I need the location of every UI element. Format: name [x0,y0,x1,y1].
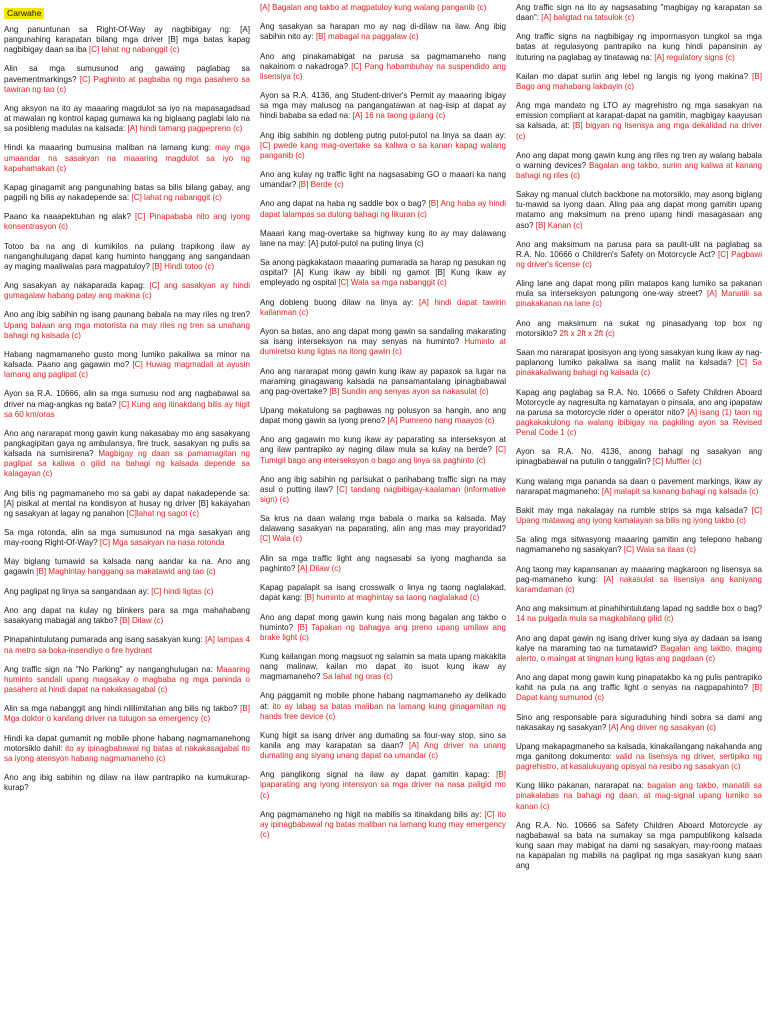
answer-text: [B] huminto at maghintay sa taong naglalakad (c) [304,593,480,603]
quiz-item [260,731,506,761]
quiz-item [4,734,250,764]
question-text: Bakit may mga nakalagay na rumble strips sa mga kalsada? [516,506,748,515]
answer-text: [A] malapit sa kanang bahagi ng kalsada (c) [601,486,759,496]
question-text: Ano ang dapat gawin ng isang driver kung siya ay dadaan sa isang kalye na maraming tao na tumatawid? [516,633,762,653]
answer-text: [C] Wala sa itaas (c) [623,545,696,555]
question-text: Habang nagmamaneho gusto mong lumiko pakaliwa sa minor na kalsada. Paano ang gagawin mo? [4,349,250,370]
quiz-item [516,477,762,497]
quiz-item [260,554,506,574]
answer-text: [A] Ang driver ng sasakyan (c) [608,722,716,732]
quiz-item [516,821,762,871]
question-text: Ang pagmamaneho ng higit na mabilis sa itinakdang bilis ay: [260,809,482,819]
answer-text: [C] ang sasakyan ay hindi gumagalaw habang patay ang makina (c) [4,281,250,301]
quiz-item [4,587,250,597]
quiz-item [4,104,250,134]
document-title: Carwahe [4,8,44,19]
question-text: Ano ang ibig sabihin ng isang paunang babala na may riles ng tren? [4,310,250,320]
quiz-item [260,406,506,426]
quiz-item [4,665,250,695]
answer-text: [A] hindi dapat tawirin kailanman (c) [260,297,506,317]
quiz-item [4,429,250,479]
question-text: Sa anong pagkakataon maaaring pumarada sa harap ng pasukan ng ospital? [A] Kung ikaw ay bibili ng gamot [B] Kung ikaw ay empleyado ng ospital [260,258,506,288]
answer-text: 14 na pulgada mula sa magkabilang gilid (c) [516,614,674,624]
column-3 [516,3,762,1024]
answer-text: [B] Sundin ang senyas ayon sa nakasulat (c) [329,386,489,396]
question-text: Ano ang pinakamabigat na parusa sa pagmamaneho nang nakainom o nakadroga? [260,51,506,71]
question-text: Kung liliko pakanan, nararapat na: [516,781,644,791]
quiz-item [516,190,762,230]
answer-text: 2ft x 2ft x 2ft (c) [559,328,615,338]
quiz-item [4,557,250,577]
answer-text: Magbigay ng daan sa pamamagitan ng paglipat sa kaliwa o gilid na bahagi ng kalsada depende sa kalagayan (c) [4,449,250,479]
quiz-item [260,583,506,603]
answer-text: Sa lahat ng oras (c) [322,672,393,682]
question-text: Sa krus na daan walang mga babala o marka sa kalsada. May dalawang sasakyan na paparating, alin ang mas may prayoridad? [260,514,506,534]
question-text: Kapag ang paglabag sa R.A. No. 10666 o Safety Children Aboard Motorcycle ay nagresulta ng kamatayan o pinsala, ano ang ipapataw na parusa sa motorcycle rider o operator nito? [516,387,762,417]
quiz-item [516,72,762,92]
question-text: Upang makatulong sa pagbawas ng polusyon sa hangin, ano ang dapat mong gawin sa iyong preno? [260,405,506,426]
question-text: Aling lane ang dapat mong pilin matapos kang lumiko sa pakanan mula sa interseksyon patungong one-way street? [516,279,762,299]
question-text: Ayon sa R.A. 4136, ang Student-driver's Permit ay maaaring ibigay sa mga may malusog na pangangatawan at nag-iisip at dapat ay hindi bababa sa edad na: [260,91,506,121]
quiz-item [4,310,250,340]
question-text: Ano ang maksimum na parusa para sa paulit-ulit na paglabag sa R.A. No. 10666 o Children's Safety on Motorcycle Act? [516,239,762,259]
answer-text: [C] Sa pinakakaliwang bahagi ng kalsada (c) [516,358,762,378]
quiz-item [516,240,762,270]
question-text: Kung walang mga pananda sa daan o pavement markings, ikaw ay nararapat magmaneho: [516,476,762,496]
answer-text: Upang balaan ang mga motorista na may riles ng tren sa unahang bahagi ng kalsada (c) [4,320,250,340]
answer-text: [C] Mga sasakyan na nasa rotonda [99,538,225,548]
quiz-item [260,22,506,42]
quiz-item [260,131,506,161]
quiz-item [4,389,250,419]
answer-text: [A] Ang driver na unang dumating ang siyang unang dapat na umandar (c) [260,741,506,761]
quiz-item [4,212,250,232]
question-text: Paano ka naaapektuhan ng alak? [4,212,132,222]
answer-text: [A] hindi tamang pagpepreno (c) [127,124,243,134]
quiz-item [260,229,506,249]
question-text: Ano ang kulay ng traffic light na nagsasabing GO o maaari ka nang umandar? [260,170,506,190]
column-2 [260,3,506,1024]
answer-text: [A] regulatory signs (c) [654,52,735,62]
quiz-item [516,604,762,624]
quiz-item [260,199,506,219]
quiz-item [4,242,250,272]
answer-text: [C] Wala sa mga nabanggit (c) [338,278,447,288]
answer-text: [B] Mga doktor o kanilang driver na tutugon sa emergency (c) [4,704,250,724]
question-text: Ang panglikong signal na ilaw ay dapat gamitin kapag: [260,770,490,780]
answer-text: [C] Pang habambuhay na suspendido ang lisensiya (c) [260,61,506,81]
answer-text: bagalan ang takbo, manatili sa pinakalabas na bahagi ng daan, at mag-signal upang lumiko sa kanan (c) [516,781,762,811]
answer-text: [C] Wala (c) [260,534,303,544]
answer-text: Bagalan ang takbo, suriin ang kaliwa at kanang bahagi ng riles (c) [516,160,762,180]
question-text: Ano ang gagawin mo kung ikaw ay paparating sa interseksyon at ang ilaw pantrapiko ay naging dilaw mula sa kulay na berde? [260,435,506,455]
question-text: May biglang tumawid sa kalsada nang aandar ka na. Ano ang gagawin [4,557,250,577]
quiz-item [260,770,506,800]
answer-text: [C] Muffler (c) [652,457,702,467]
answer-text: [C] Tumigil bago ang interseksyon o bago ang linya sa paghinto (c) [260,445,506,465]
column-1 [4,3,250,1024]
question-text: Kapag ginagamit ang pangunahing batas sa bilis bilang gabay, ang pagpili ng bilis ay nakadepende sa: [4,182,250,202]
answer-text: [B] Maghintay hanggang sa makatawid ang tao (c) [36,567,216,577]
quiz-item [4,350,250,380]
answer-text: valid na lisensya ng driver, sertipiko ng pagrehistro, at kasalukuyang opisyal na resibo ng sasakyan (c) [516,752,762,772]
question-text: Ano ang maksimum na sukat ng pinasadyang top box ng motorsiklo? [516,318,762,338]
quiz-item [516,101,762,141]
quiz-item [4,489,250,519]
quiz-item [4,635,250,655]
answer-text: [A] Dilaw (c) [297,563,341,573]
question-text: Alin sa mga traffic light ang nagsasabi sa iyong maghanda sa paghinto? [260,553,506,573]
question-text: Sino ang responsable para siguraduhing hindi sobra sa dami ang nakasakay ng sasakyan? [516,712,762,732]
question-text: Ano ang nararapat mong gawin kung nakasabay mo ang sasakyang pangkagipitan gaya ng ambulansya, fire truck, sasakyan ng pulis sa kalsada na sumisirena? [4,428,250,459]
answer-text: [B] Bago ang mahabang lakbayin (c) [516,71,762,91]
question-text: Sa aling mga sitwasyong maaaring gamitin ang telepono habang nagmamaneho ng sasakyan? [516,535,762,555]
question-text: Ang panuntunan sa Right-Of-Way ay nagbibigay ng: [A] pangunahing karapatan bilang mga driver [B] mga batas kapag nagbibigay daan sa iba [4,25,250,55]
answer-text: [A] Pumreno nang maayos (c) [387,416,495,426]
quiz-item [516,388,762,438]
quiz-item [4,183,250,203]
quiz-item [516,742,762,772]
quiz-item [260,514,506,544]
question-text: Sa mga rotonda, alin sa mga sumusunod na mga sasakyan ang may-roong Right-Of-Way? [4,528,250,548]
quiz-item [516,348,762,378]
question-text: Ang paggamit ng mobile phone habang nagmamaneho ay delikado at: [260,691,506,711]
quiz-item [260,613,506,643]
quiz-item [260,52,506,82]
quiz-item [260,258,506,288]
question-text: Ano ang nararapat mong gawin kung ikaw ay papasok sa lugar na maraming ginagawang kalsada na pansamantalang ipinagbabawal ang pag-overtake? [260,366,506,396]
answer-text: [C] tandang nagbibigay-kaalaman (informative sign) (c) [260,484,506,504]
answer-text: Maaaring huminto sandali upang magsakay o magbaba ng mga paninda o pasahero at hindi dapat na nakakasagabal (c) [4,664,250,694]
quiz-item [260,327,506,357]
question-text: Saan mo nararapat iposisyon ang iyong sasakyan kung ikaw ay nag-paplanong lumiko pakaliwa sa isang maliit na kalsada? [516,348,762,368]
quiz-item [4,704,250,724]
answer-text: [C] Huwag magmadali at ayusin lamang ang paglipat (c) [4,360,250,380]
answer-text: [B] Kanan (c) [535,220,583,230]
quiz-item [260,367,506,397]
quiz-item [4,773,250,793]
question-text: Ang bilis ng pagmamaneho mo sa gabi ay dapat nakadepende sa: [A] pisikal at mental na kondisyon at husay ng driver [B] kakayahan ng sasakyan at lagay ng panahon [4,488,250,518]
quiz-item [260,435,506,465]
answer-text: [C] pwede kang mag-overtake sa kaliwa o sa kanan kapag walang panganib (c) [260,140,506,160]
question-text: Totoo ba na ang di kumikilos na pulang trapikong ilaw ay nanganghulugang dapat kang huminto hanggang ang sangandaan ay maging maaliwalas para magpatuloy? [4,241,250,271]
quiz-item [260,691,506,721]
question-text: Ang R.A. No. 10666 sa Safety Children Aboard Motorcycle ay nagbabawal sa bata na sumakay sa mga pampublikong kalsada kung saan may mabigat na dami ng sasakyan, may-roong mataas na kapapalan ng mabilis na paglipat ng mga sasakyan kung saan ang [516,820,762,871]
answer-text: [A] baligtad na tatsulok (c) [541,13,635,23]
question-text: Ang paglipat ng linya sa sangandaan ay: [4,586,149,596]
answer-text: [B] bigyan ng lisensya ang mga dekalidad na driver (c) [516,121,762,141]
question-text: Ang traffic sign na ito ay nagsasabing "magbigay ng karapatan sa daan": [516,3,762,23]
question-text: Ayon sa batas, ano ang dapat mong gawin sa sandaling makarating sa isang interseksyon na may senyas na huminto? [260,327,506,347]
quiz-item [4,25,250,55]
quiz-item [4,528,250,548]
question-text: Kung kailangan mong magsuot ng salamin sa mata upang makakita nang malinaw, kailan mo dapat ito isuot kung ikaw ay magmamaneho? [260,651,506,682]
question-text: Upang makapagmaneho sa kalsada, kinakailangang nakahanda ang mga ganitong dokumento: [516,741,762,761]
quiz-item [4,64,250,94]
quiz-item [516,634,762,664]
quiz-item [516,447,762,467]
answer-text: [C] Upang matawag ang iyong kamalayan sa bilis ng iyong takbo (c) [516,506,762,526]
quiz-item [516,506,762,526]
question-text: Hindi ka dapat gumamit ng mobile phone habang nagmamanehong motorsiklo dahil: [4,733,250,753]
answer-text: [C] Kung ang itinakdang bilis ay higit sa 60 km/oras [4,399,250,419]
quiz-item [516,781,762,811]
quiz-item [4,143,250,173]
quiz-item [516,713,762,733]
quiz-item [516,151,762,181]
quiz-item [260,3,506,13]
answer-text: ito ay ipinagbabawal ng batas at nakakasagabal ito sa iyong atensyon habang nagmamaneho (c) [4,743,250,763]
question-text: Ano ang dapat mong gawin kung ang riles ng tren ay walang babala o warning devices? [516,150,762,170]
quiz-item [260,652,506,682]
answer-text: [A] Manatili sa pinakakanan na lane (c) [516,289,762,309]
question-text: Sakay ng manual clutch backbone na motorsiklo, may asong biglang tu-mawid sa iyong daan. Aling paa ang dapat mong gamitin upang matamo ang maksimum na preno upang hindi masagasaan ang aso? [516,190,762,230]
question-text: Kung higit sa isang driver ang dumating sa four-way stop, sino sa kanila ang may karapatan sa daan? [260,730,506,750]
question-text: Ang aksyon na ito ay maaaring magdulot sa iyo na mapasagadsad at mawalan ng kontrol kapag gumawa ka ng biglaang paglabi lalo na sa posibleng madulas na kalsada: [4,103,250,134]
quiz-item [516,32,762,62]
answer-text: [B] Berde (c) [298,180,344,190]
answer-text: [B] Hindi totoo (c) [152,261,215,271]
answer-text: [C] lahat ng nabanggit (c) [131,192,222,202]
answer-text: [C] hindi ligtas (c) [151,586,214,596]
answer-text: Huminto at dumiretso kung ligtas na itong gawin (c) [260,337,506,357]
quiz-item [516,673,762,703]
question-text: Alin sa mga nabanggit ang hindi nililimitahan ang bilis ng takbo? [4,704,238,714]
answer-text: [B] Dilaw (c) [119,616,164,626]
question-text: Ayon sa R.A. No. 4136, anong bahagi ng sasakyan ang ipinagbabawal na putulin o tanggalin? [516,447,762,467]
question-text: Ano ang ibig sabihin ng dilaw na ilaw pantrapiko na kumukurap-kurap? [4,773,250,793]
question-text: Pinapahintulutang pumarada ang isang sasakyan kung: [4,635,203,645]
question-text: Ang taong may kapansanan ay maaaring magkaroon ng lisensya sa pag-mamaneho kung: [516,564,762,584]
answer-text: [B] Ang haba ay hindi dapat lalampas sa dulong bahagi ng likuran (c) [260,199,506,219]
question-text: Ano ang dapat na haba ng saddle box o bag? [260,199,426,209]
answer-text: [C]lahat ng sagot (c) [126,508,200,518]
quiz-item [4,281,250,301]
question-text: Ayon sa R.A. 10666, alin sa mga sumusu nod ang nagbabawal sa driver na mag-angkas ng bata? [4,389,250,409]
answer-text: [C] lahat ng nabanggit (c) [89,45,180,55]
question-text: Ano ang ibig sabihin ng parisukat o parihabang traffic sign na may asul o putting ilaw? [260,474,506,494]
question-text: Maaari kang mag-overtake sa highway kung ito ay may dalawang lane na may: [A] putol-putol na puting linya (c) [260,228,506,248]
quiz-item [516,279,762,309]
question-text: Ano ang maksimum at pinahihintulutang lapad ng saddle box o bag? [516,604,762,614]
quiz-item [260,170,506,190]
quiz-item [260,91,506,121]
question-text: Ang ibig sabihin ng dobleng putng putol-putol na linya sa daan ay: [260,130,506,140]
answer-text: [C] Paghinto at pagbaba ng mga pasahero sa tawiran ng tao (c) [4,74,250,94]
quiz-item [260,475,506,505]
answer-text: [B] Tapakan ng bahagya ang preno upang umilaw ang brake light (c) [260,622,506,642]
question-text: Ano ang dapat mong gawin kung nais mong bagalan ang takbo o huminto? [260,612,506,632]
answer-text: ito ay labag sa batas maliban na lamang kung ginagamitan ng hands free device (c) [260,701,506,721]
question-text: Alin sa mga sumusunod ang gawaing paglabag sa pavementmarkings? [4,64,250,84]
answer-text: [A] 16 na taong gulang (c) [352,111,446,121]
answer-text: [B] ipaparating ang iyong intensyon sa mga driver na nasa paligid mo (c) [260,770,506,800]
question-text: Kailan mo dapat suriin ang lebel ng langis ng iyong makina? [516,71,749,81]
question-text: Kapag papalapit sa isang crosswalk o linya ng taong naglalakad, dapat kang: [260,583,506,603]
answer-text: [B] mabagal na paggalaw (c) [315,32,419,42]
question-text: Ano ang dapat mong gawin kung pinapatakbo ka ng pulis pantrapiko kahit na pula na ang traffic light o senyas na nagpapahinto? [516,673,762,693]
quiz-item [516,535,762,555]
quiz-item [260,298,506,318]
question-text: Ang sasakyan ay nakaparada kapag: [4,281,145,291]
question-text: Ang traffic signs na nagbibigay ng impormasyon tungkol sa mga batas at regulasyong pantrapiko na kung hindi papansinin ay ituturing na paglabag ay tinatawag na: [516,32,762,62]
question-text: Ano ang dapat na kulay ng blinkers para sa mga mahahabang sasakyang mabagal ang takbo? [4,606,250,626]
answer-text: [C] Pinapababa nito ang iyong konsentrasyon (c) [4,212,250,232]
answer-text: may mga umaandar na sasakyan na maaaring magdulot sa iyo ng kapahamakan (c) [4,143,250,173]
quiz-item [516,319,762,339]
quiz-item [516,3,762,23]
question-text: Ang dobleng buong dilaw na linya ay: [260,297,414,307]
answer-text: [C] ito ay ipinagbabawal ng batas maliban na lamang kung may emergency (c) [260,809,506,840]
quiz-item [516,565,762,595]
answer-text: Bagalan ang takbo, maging alerto, o maingat at tingnan kung ligtas ang pagdaan (c) [516,643,762,663]
question-text: Hindi ka maaaring bumusina maliban na lamang kung: [4,143,211,153]
quiz-item [260,810,506,840]
question-text: Ang sasakyan sa harapan mo ay nag di-dilaw na ilaw. Ang ibig sabihin nito ay: [260,22,506,42]
answer-text: [A] isang (1) taon ng pagkakakulong na walang ibibigay na pagkiling ayon sa Revised Penal Code 1 (c) [516,407,762,437]
answer-text: [A] nakasulat sa lisensiya ang kaniyang karamdaman (c) [516,574,762,594]
answer-text: [C] Pagbawi ng driver's license (c) [516,249,762,269]
answer-text: [A] lampas 4 na metro sa boka-insendiyo o fire hydrant [4,635,250,655]
question-text: Ang traffic sign na "No Parking" ay nanganghulugan na: [4,664,213,674]
answer-text: [B] Dapat kang sumunod (c) [516,683,762,703]
quiz-item [4,606,250,626]
question-text: Ang mga mandato ng LTO ay magrehistro ng mga sasakyan na emission compliant at karapat-dapat na gamitin, magbigay kaayusan sa kalsada, at: [516,101,762,131]
answer-text: [A] Bagalan ang takbo at magpatuloy kung walang panganib (c) [260,3,487,12]
